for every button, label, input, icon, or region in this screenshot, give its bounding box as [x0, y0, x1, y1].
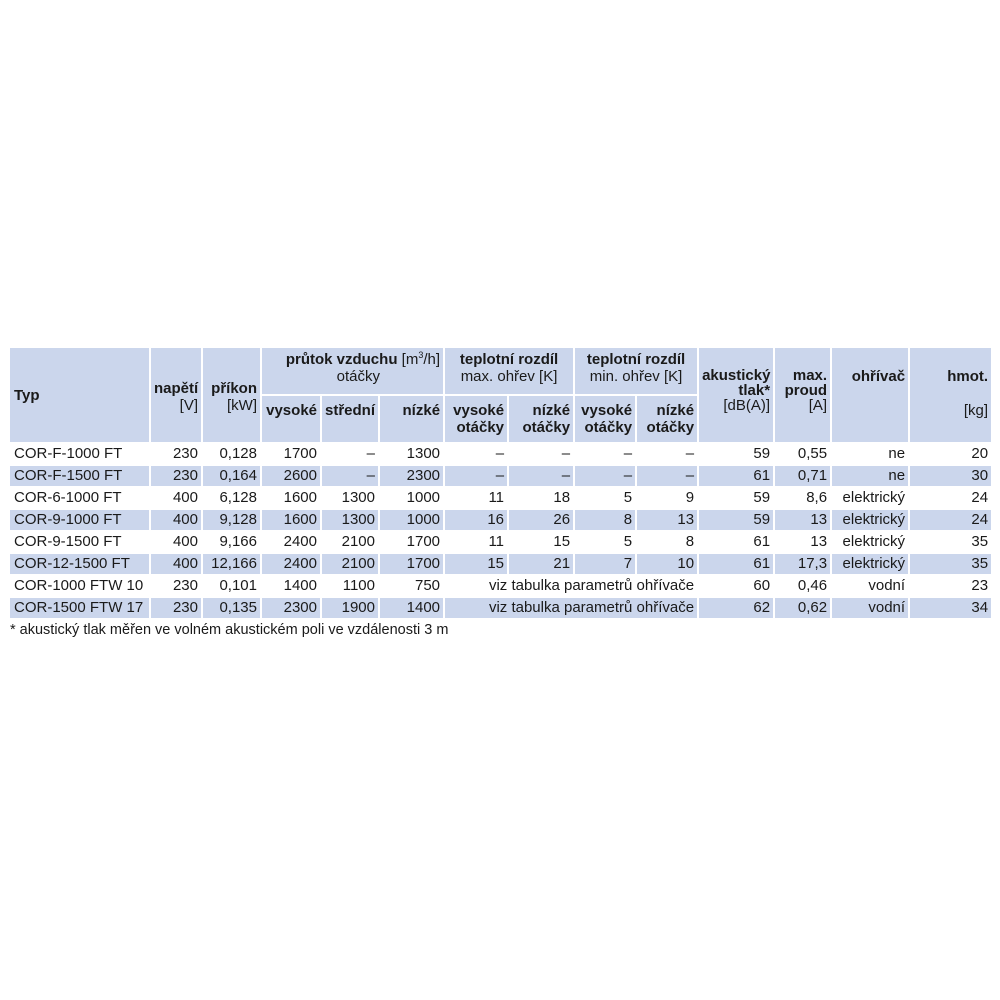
cell-stredni: 1300 [341, 489, 375, 506]
cell-napeti: 230 [172, 445, 198, 462]
cell-typ: COR-9-1000 FT [10, 510, 149, 530]
table-row [10, 466, 991, 486]
table-row [10, 532, 991, 552]
cell-vysoke: 1700 [283, 445, 317, 462]
cell-akusticky-tlak: 62 [699, 598, 773, 618]
header-tmax-nizke: nízké otáčky [509, 396, 573, 442]
header-prutok: průtok vzduchu $[m^3/h]$ otáčky [262, 348, 443, 394]
cell-typ: COR-6-1000 FT [14, 489, 122, 506]
cell-tmax-vysoke: 15 [445, 554, 507, 574]
cell-tmax-nizke: 18 [553, 489, 571, 506]
header-ohrivac: ohřívač [832, 348, 908, 442]
cell-hmotnost: 34 [910, 598, 991, 618]
header-akusticky-tlak: akustický tlak* [dB(A)] [699, 348, 773, 442]
cell-tmin-nizke: 13 [637, 510, 697, 530]
cell-nizke: 2300 [380, 466, 443, 486]
cell-akusticky-tlak: 61 [699, 466, 773, 486]
cell-akusticky-tlak: 61 [753, 533, 771, 550]
cell-hmotnost: 30 [910, 466, 991, 486]
cell-hmotnost: 24 [971, 489, 989, 506]
header-tmax-vysoke: vysoké otáčky [445, 396, 507, 442]
table-row [10, 598, 991, 618]
cell-ohrivac: ne [832, 466, 908, 486]
cell-tmax-vysoke: 11 [488, 489, 505, 506]
cell-nizke: 1000 [406, 489, 441, 506]
cell-tmin-vysoke: – [575, 466, 635, 486]
cell-tmin-nizke: – [637, 466, 697, 486]
cell-hmotnost: 35 [910, 554, 991, 574]
table-row [10, 510, 991, 530]
cell-ohrivac: ne [888, 445, 906, 462]
cell-nizke: 1700 [380, 554, 443, 574]
cell-ohrivac: elektrický [842, 489, 906, 506]
cell-vysoke: 1600 [262, 510, 320, 530]
footnote: * akustický tlak měřen ve volném akustickém poli ve vzdálenosti 3 m [10, 622, 449, 638]
cell-tmin-vysoke: 5 [623, 489, 633, 506]
header-prutok-vysoke: vysoké [262, 396, 320, 442]
cell-prikon: 9,128 [203, 510, 260, 530]
cell-tmax-nizke: 26 [509, 510, 573, 530]
cell-akusticky-tlak: 59 [753, 445, 771, 462]
cell-stredni: 2100 [341, 533, 375, 550]
cell-prikon: 6,128 [219, 489, 257, 506]
header-napeti: napětí [V] [151, 348, 201, 442]
cell-typ: COR-F-1000 FT [14, 445, 123, 462]
cell-akusticky-tlak: 59 [753, 489, 771, 506]
cell-ohrivac: vodní [868, 577, 906, 594]
cell-stredni: – [322, 466, 378, 486]
cell-typ: COR-F-1500 FT [10, 466, 149, 486]
header-prikon: příkon [kW] [203, 348, 260, 442]
table-row [10, 576, 991, 596]
cell-tmax-nizke: 15 [553, 533, 571, 550]
cell-tmax-vysoke: – [495, 445, 505, 462]
cell-max-proud: 17,3 [775, 554, 830, 574]
cell-viz-tabulka: viz tabulka parametrů ohřívače [488, 577, 695, 594]
cell-ohrivac: vodní [832, 598, 908, 618]
cell-nizke: 750 [415, 577, 441, 594]
cell-prikon: 12,166 [203, 554, 260, 574]
cell-vysoke: 1600 [283, 489, 317, 506]
cell-typ: COR-1500 FTW 17 [10, 598, 149, 618]
table-body [10, 444, 991, 618]
cell-stredni: 2100 [322, 554, 378, 574]
cell-tmax-vysoke: 11 [488, 533, 505, 550]
cell-tmin-nizke: 8 [685, 533, 695, 550]
table-row [10, 554, 991, 574]
table-header [10, 348, 991, 442]
cell-typ: COR-12-1500 FT [10, 554, 149, 574]
cell-typ: COR-9-1500 FT [14, 533, 122, 550]
cell-tmin-nizke: 10 [637, 554, 697, 574]
cell-stredni: 1900 [322, 598, 378, 618]
cell-hmotnost: 20 [971, 445, 989, 462]
spec-table-container [10, 346, 987, 638]
header-hmotnost: hmot. [kg] [910, 348, 991, 442]
cell-napeti: 400 [172, 489, 198, 506]
cell-prikon: 0,128 [219, 445, 257, 462]
spec-table [8, 346, 993, 620]
cell-tmin-vysoke: 8 [575, 510, 635, 530]
cell-nizke: 1300 [406, 445, 441, 462]
cell-napeti: 400 [151, 510, 201, 530]
cell-hmotnost: 24 [910, 510, 991, 530]
cell-vysoke: 2300 [262, 598, 320, 618]
cell-stredni: – [366, 445, 375, 462]
cell-napeti: 400 [151, 554, 201, 574]
cell-max-proud: 13 [775, 510, 830, 530]
cell-stredni: 1300 [322, 510, 378, 530]
header-max-proud: max. proud [A] [775, 348, 830, 442]
header-tmin-nizke: nízké otáčky [637, 396, 697, 442]
cell-akusticky-tlak: 61 [699, 554, 773, 574]
cell-akusticky-tlak: 60 [753, 577, 771, 594]
header-prutok-stredni: střední [322, 396, 378, 442]
header-tmin-vysoke: vysoké otáčky [575, 396, 635, 442]
cell-hmotnost: 35 [971, 533, 989, 550]
cell-akusticky-tlak: 59 [699, 510, 773, 530]
cell-ohrivac: elektrický [832, 554, 908, 574]
header-teplotni-min: teplotní rozdíl min. ohřev [K] [575, 348, 697, 394]
cell-max-proud: 0,55 [797, 445, 828, 462]
cell-typ: COR-1000 FTW 10 [14, 577, 144, 594]
header-teplotni-max: teplotní rozdíl max. ohřev [K] [445, 348, 573, 394]
cell-tmax-vysoke: 16 [445, 510, 507, 530]
cell-vysoke: 2600 [262, 466, 320, 486]
cell-ohrivac: elektrický [842, 533, 906, 550]
cell-tmin-vysoke: – [623, 445, 633, 462]
cell-stredni: 1100 [342, 577, 375, 594]
cell-nizke: 1000 [380, 510, 443, 530]
cell-nizke: 1400 [380, 598, 443, 618]
cell-tmin-nizke: – [685, 445, 695, 462]
cell-nizke: 1700 [406, 533, 441, 550]
cell-tmax-nizke: – [561, 445, 571, 462]
cell-tmin-vysoke: 5 [623, 533, 633, 550]
cell-max-proud: 13 [810, 533, 828, 550]
cell-napeti: 230 [172, 577, 198, 594]
cell-max-proud: 0,71 [775, 466, 830, 486]
cell-prikon: 0,135 [203, 598, 260, 618]
cell-napeti: 400 [172, 533, 198, 550]
cell-tmin-nizke: 9 [685, 489, 695, 506]
table-row [10, 444, 991, 464]
table-row [10, 488, 991, 508]
cell-hmotnost: 23 [971, 577, 989, 594]
header-prutok-nizke: nízké [380, 396, 443, 442]
cell-tmax-nizke: – [509, 466, 573, 486]
cell-tmax-vysoke: – [445, 466, 507, 486]
cell-napeti: 230 [151, 598, 201, 618]
header-typ: Typ [10, 348, 149, 442]
cell-vysoke: 2400 [262, 554, 320, 574]
cell-prikon: 0,164 [203, 466, 260, 486]
cell-tmax-nizke: 21 [509, 554, 573, 574]
cell-vysoke: 2400 [283, 533, 317, 550]
cell-ohrivac: elektrický [832, 510, 908, 530]
cell-viz-tabulka: viz tabulka parametrů ohřívače [445, 598, 697, 618]
cell-max-proud: 0,46 [797, 577, 828, 594]
cell-max-proud: 8,6 [806, 489, 828, 506]
cell-napeti: 230 [151, 466, 201, 486]
cell-prikon: 0,101 [219, 577, 257, 594]
cell-tmin-vysoke: 7 [575, 554, 635, 574]
cell-prikon: 9,166 [219, 533, 257, 550]
cell-max-proud: 0,62 [775, 598, 830, 618]
cell-vysoke: 1400 [283, 577, 317, 594]
